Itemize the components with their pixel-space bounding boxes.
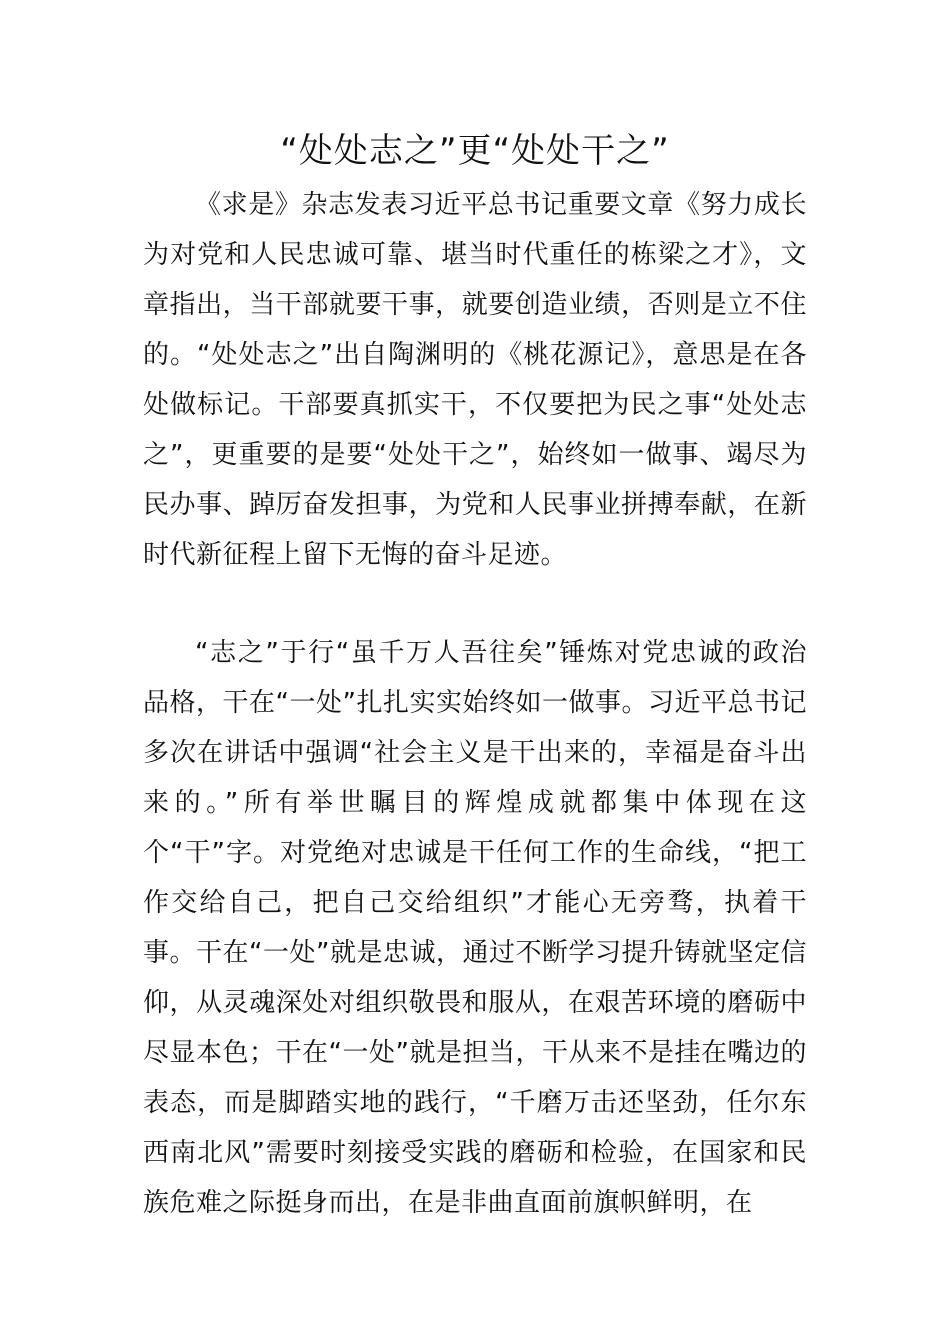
paragraph-1: 《求是》杂志发表习近平总书记重要文章《努力成长为对党和人民忠诚可靠、堪当时代重任的栋梁之才》，文章指出，当干部就要干事，就要创造业绩，否则是立不住的。“处处志之”出自陶渊明的《桃花源记》，意思是在各处做标记。干部要真抓实干，不仅要把为民之事“处处志之”，更重要的是要“处处干之”，始终如一做事、竭尽为民办事、踔厉奋发担事，为党和人民事业拼搏奉献，在新时代新征程上留下无悔的奋斗足迹。 [143,190,807,570]
document-page [143,122,807,1228]
paragraph-2: “志之”于行“虽千万人吾往矣”锤炼对党忠诚的政治品格，干在“一处”扎扎实实始终如一做事。习近平总书记多次在讲话中强调“社会主义是干出来的，幸福是奋斗出来的。”所有举世瞩目的辉煌成就都集中体现在这个“干”字。对党绝对忠诚是干任何工作的生命线，“把工作交给自己，把自己交给组织”才能心无旁骛，执着干事。干在“一处”就是忠诚，通过不断学习提升铸就坚定信仰，从灵魂深处对组织敬畏和服从，在艰苦环境的磨砺中尽显本色；干在“一处”就是担当，干从来不是挂在嘴边的表态，而是脚踏实地的践行，“千磨万击还坚劲，任尔东西南北风”需要时刻接受实践的磨砺和检验，在国家和民族危难之际挺身而出，在是非曲直面前旗帜鲜明，在 [143,638,807,1218]
document-title: “处处志之”更“处处干之” [280,131,670,171]
